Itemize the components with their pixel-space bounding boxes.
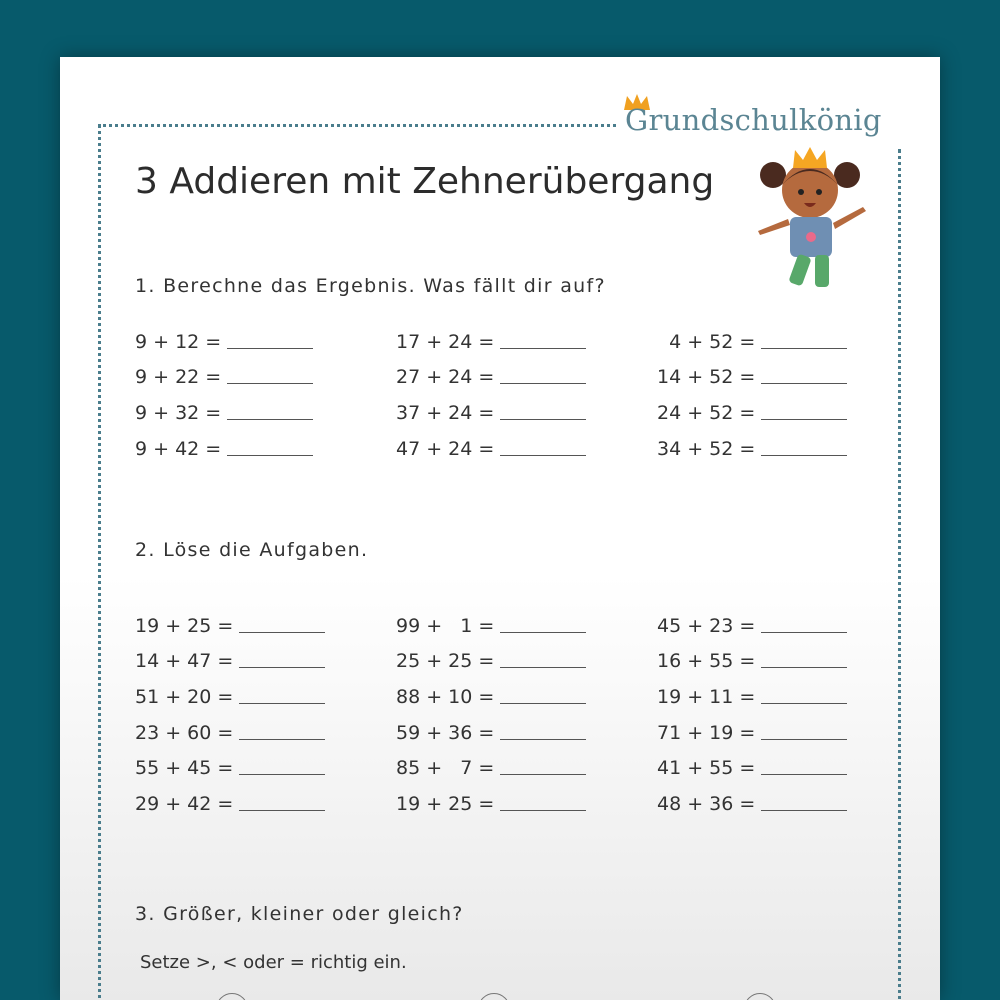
exercise-row: 17 + 24 = [396,317,586,353]
exercise-row: 34 + 52 = [657,424,847,460]
answer-line[interactable] [227,454,313,456]
exercise-row: 37 + 24 = [396,388,586,424]
exercise-row: 48 + 36 = [657,779,847,815]
exercise-row: 23 + 60 = [135,708,325,744]
task2-column-3 [657,601,847,815]
exercise-row: 99 + 1 = [396,601,586,637]
task1-heading: 1. Berechne das Ergebnis. Was fällt dir auf? [135,275,606,297]
answer-line[interactable] [761,738,847,740]
page-title: 3 Addieren mit Zehnerübergang [135,161,715,202]
comparison-circle[interactable] [478,993,510,1000]
exercise-row: 29 + 42 = [135,779,325,815]
task1-column-2 [396,317,586,460]
dotted-border-left [98,124,101,1000]
exercise-row: 47 + 24 = [396,424,586,460]
answer-line[interactable] [239,631,325,633]
dotted-border-top [98,124,616,127]
task1-column-3 [657,317,847,460]
answer-line[interactable] [500,454,586,456]
exercise-row: 24 + 52 = [657,388,847,424]
exercise-row: 71 + 19 = [657,708,847,744]
comparison-circle[interactable] [216,993,248,1000]
answer-line[interactable] [500,347,586,349]
answer-line[interactable] [227,418,313,420]
answer-line[interactable] [761,382,847,384]
answer-line[interactable] [239,738,325,740]
answer-line[interactable] [761,418,847,420]
dotted-border-right [898,149,901,1000]
exercise-row: 59 + 36 = [396,708,586,744]
exercise-row: 14 + 52 = [657,353,847,389]
exercise-row: 14 + 47 = [135,637,325,673]
exercise-row: 41 + 55 = [657,744,847,780]
exercise-row: 19 + 25 = [396,779,586,815]
worksheet-page [60,57,940,1000]
answer-line[interactable] [227,347,313,349]
answer-line[interactable] [500,418,586,420]
exercise-row: 16 + 55 = [657,637,847,673]
answer-line[interactable] [761,347,847,349]
answer-line[interactable] [761,773,847,775]
answer-line[interactable] [239,702,325,704]
answer-line[interactable] [239,809,325,811]
exercise-row: 4 + 52 = [657,317,847,353]
answer-line[interactable] [761,666,847,668]
task2-column-1 [135,601,325,815]
exercise-row: 88 + 10 = [396,672,586,708]
task3-heading: 3. Größer, kleiner oder gleich? [135,903,464,925]
exercise-row: 45 + 23 = [657,601,847,637]
task2-column-2 [396,601,586,815]
answer-line[interactable] [500,738,586,740]
comparison-circle[interactable] [744,993,776,1000]
exercise-row: 9 + 12 = [135,317,313,353]
answer-line[interactable] [761,809,847,811]
exercise-row: 9 + 42 = [135,424,313,460]
brand-logo-text: Grundschulkönig [625,103,882,137]
answer-line[interactable] [500,773,586,775]
answer-line[interactable] [239,773,325,775]
exercise-row: 9 + 32 = [135,388,313,424]
exercise-row: 19 + 25 = [135,601,325,637]
task2-heading: 2. Löse die Aufgaben. [135,539,369,561]
exercise-row: 25 + 25 = [396,637,586,673]
exercise-row: 85 + 7 = [396,744,586,780]
exercise-row: 51 + 20 = [135,672,325,708]
exercise-row: 9 + 22 = [135,353,313,389]
exercise-row: 27 + 24 = [396,353,586,389]
answer-line[interactable] [500,631,586,633]
girl-with-crown-illustration [755,145,875,305]
answer-line[interactable] [500,666,586,668]
exercise-row: 55 + 45 = [135,744,325,780]
task3-instruction: Setze >, < oder = richtig ein. [140,952,407,973]
answer-line[interactable] [500,382,586,384]
answer-line[interactable] [761,631,847,633]
exercise-row: 19 + 11 = [657,672,847,708]
answer-line[interactable] [227,382,313,384]
answer-line[interactable] [500,702,586,704]
answer-line[interactable] [761,454,847,456]
answer-line[interactable] [239,666,325,668]
answer-line[interactable] [761,702,847,704]
answer-line[interactable] [500,809,586,811]
task1-column-1 [135,317,313,460]
